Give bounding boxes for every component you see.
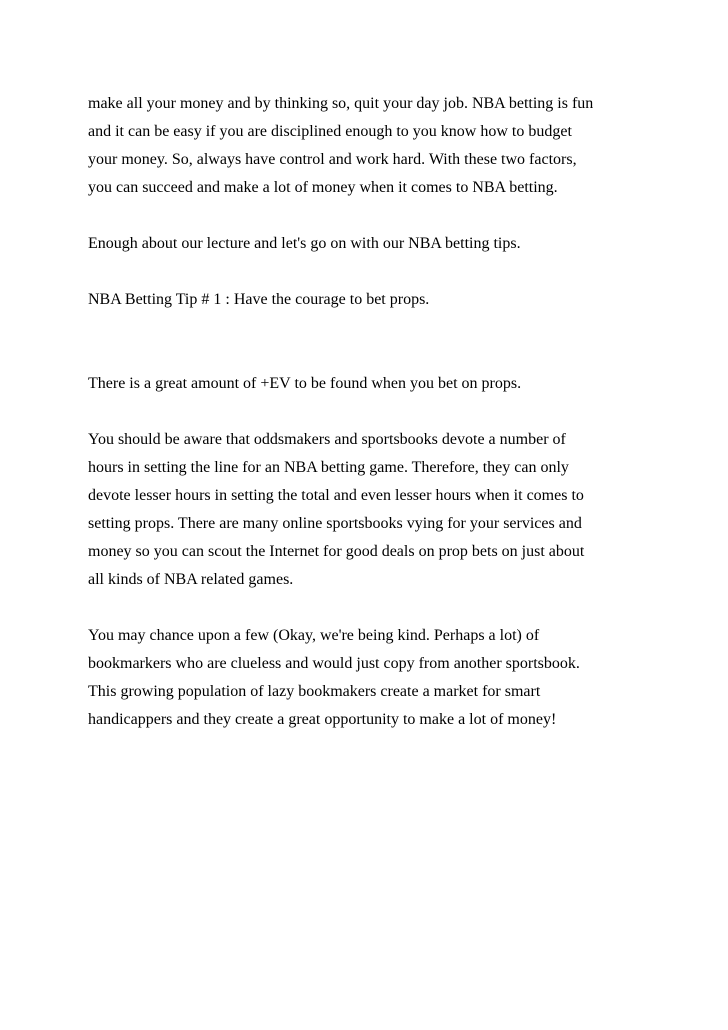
paragraph-bookmakers bbox=[88, 622, 648, 734]
text-line: handicappers and they create a great opportunity to make a lot of money! bbox=[88, 711, 557, 728]
text-line: bookmarkers who are clueless and would just copy from another sportsbook. bbox=[88, 655, 580, 672]
text-line: Enough about our lecture and let's go on with our NBA betting tips. bbox=[88, 235, 521, 252]
document-body bbox=[88, 90, 648, 762]
text-line: devote lesser hours in setting the total and even lesser hours when it comes to bbox=[88, 487, 584, 504]
tip-heading bbox=[88, 286, 648, 314]
paragraph-ev bbox=[88, 370, 648, 398]
text-line: You should be aware that oddsmakers and sportsbooks devote a number of bbox=[88, 431, 566, 448]
text-line: you can succeed and make a lot of money when it comes to NBA betting. bbox=[88, 179, 558, 196]
paragraph-intro bbox=[88, 90, 648, 202]
text-line: There is a great amount of +EV to be found when you bet on props. bbox=[88, 375, 522, 392]
paragraph-lecture bbox=[88, 230, 648, 258]
text-line: your money. So, always have control and work hard. With these two factors, bbox=[88, 151, 577, 168]
text-line: and it can be easy if you are disciplined enough to you know how to budget bbox=[88, 123, 572, 140]
text-line: money so you can scout the Internet for good deals on prop bets on just about bbox=[88, 543, 585, 560]
text-line: hours in setting the line for an NBA betting game. Therefore, they can only bbox=[88, 459, 569, 476]
text-line: NBA Betting Tip # 1 : Have the courage to bet props. bbox=[88, 291, 430, 308]
text-line: all kinds of NBA related games. bbox=[88, 571, 294, 588]
text-line: This growing population of lazy bookmakers create a market for smart bbox=[88, 683, 541, 700]
text-line: setting props. There are many online sportsbooks vying for your services and bbox=[88, 515, 582, 532]
paragraph-oddsmakers bbox=[88, 426, 648, 594]
text-line: make all your money and by thinking so, quit your day job. NBA betting is fun bbox=[88, 95, 594, 112]
text-line: You may chance upon a few (Okay, we're being kind. Perhaps a lot) of bbox=[88, 627, 540, 644]
